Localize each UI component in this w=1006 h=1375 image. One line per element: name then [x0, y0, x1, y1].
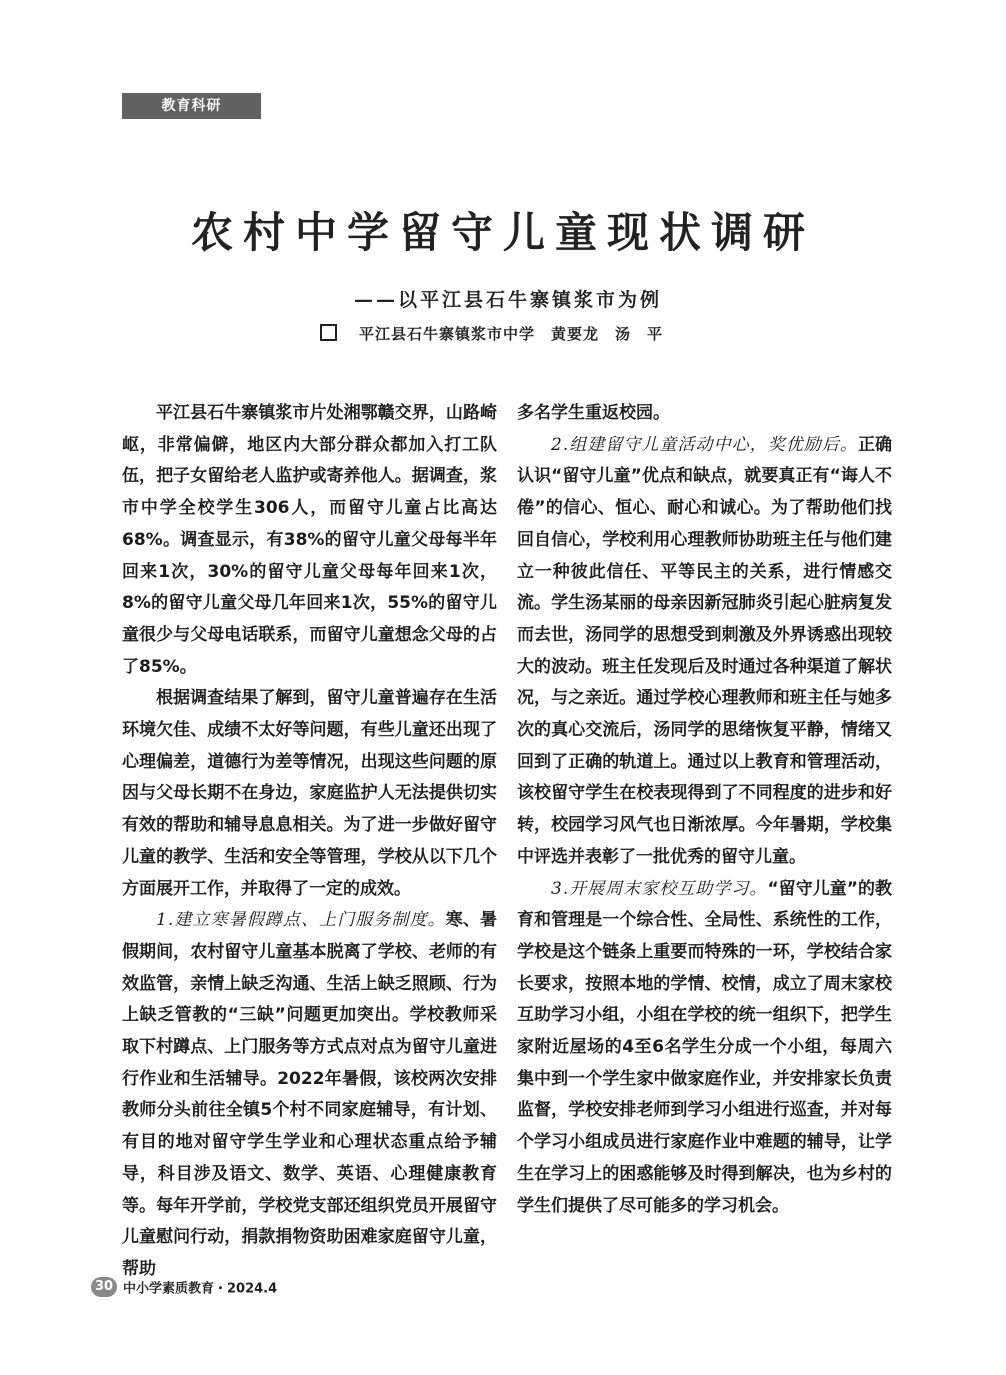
section-paragraph — [517, 874, 892, 1223]
author-name: 汤 平 — [615, 325, 664, 343]
section-paragraph — [122, 905, 497, 1285]
page-number: 30 — [91, 1277, 117, 1297]
author-institution: 平江县石牛寨镇浆市中学 — [359, 325, 536, 343]
paragraph: 平江县石牛寨镇浆市片处湘鄂赣交界，山路崎岖，非常偏僻，地区内大部分群众都加入打工队伍，把子女留给老人监护或寄养他人。据调查，浆市中学全校学生306人，而留守儿童占比高达68%。调查显示，有38%的留守儿童父母每半年回来1次，30%的留守儿童父母每年回来1次，8%的留守儿童父母几年回来1次，55%的留守儿童很少与父母电话联系，而留守儿童想念父母的占了85%。 — [122, 403, 497, 677]
section-heading: 3.开展周末家校互助学习。 — [551, 878, 768, 899]
author-name: 黄要龙 — [551, 325, 600, 343]
section-body: 寒、暑假期间，农村留守儿童基本脱离了学校、老师的有效监管，亲情上缺乏沟通、生活上缺乏照顾、行为上缺乏管教的“三缺”问题更加突出。学校教师采取下村蹲点、上门服务等方式点对点为留守儿童进行作业和生活辅导。2022年暑假，该校两次安排教师分头前往全镇5个村不同家庭辅导，有计划、有目的地对留守学生学业和心理状态重点给予辅导，科目涉及语文、数学、英语、心理健康教育等。每年开学前，学校党支部还组织党员开展留守儿童慰问行动，捐款捐物资助困难家庭留守儿童，帮助 — [122, 910, 497, 1279]
section-heading: 1.建立寒暑假蹲点、上门服务制度。 — [156, 910, 446, 931]
page-footer — [91, 1277, 277, 1297]
article-title: 农村中学留守儿童现状调研 — [190, 208, 815, 257]
paragraph: 根据调查结果了解到，留守儿童普遍存在生活环境欠佳、成绩不太好等问题，有些儿童还出现了心理偏差，道德行为差等情况，出现这些问题的原因与父母长期不在身边，家庭监护人无法提供切实有效的帮助和辅导息息相关。为了进一步做好留守儿童的教学、生活和安全等管理，学校从以下几个方面展开工作，并取得了一定的成效。 — [122, 688, 497, 899]
section-paragraph — [517, 430, 892, 874]
paragraph-continuation: 多名学生重返校园。 — [517, 403, 670, 423]
article-subtitle: ——以平江县石牛寨镇浆市为例 — [353, 289, 662, 311]
left-column — [122, 398, 497, 1286]
right-column — [517, 398, 892, 1222]
byline — [320, 323, 663, 344]
journal-info: 中小学素质教育・2024.4 — [123, 1281, 278, 1297]
section-tag: 教育科研 — [122, 93, 261, 119]
section-heading: 2.组建留守儿童活动中心，奖优励后。 — [551, 434, 858, 455]
section-body: “留守儿童”的教育和管理是一个综合性、全局性、系统性的工作，学校是这个链条上重要而特殊的一环，学校结合家长要求，按照本地的学情、校情，成立了周末家校互助学习小组，小组在学校的统一组织下，把学生家附近屋场的4至6名学生分成一个小组，每周六集中到一个学生家中做家庭作业，并安排家长负责监督，学校安排老师到学习小组进行巡查，并对每个学习小组成员进行家庭作业中难题的辅导，让学生在学习上的困惑能够及时得到解决，也为乡村的学生们提供了尽可能多的学习机会。 — [517, 878, 892, 1216]
square-bullet-icon — [320, 324, 337, 341]
section-body: 正确认识“留守儿童”优点和缺点，就要真正有“诲人不倦”的信心、恒心、耐心和诚心。为了帮助他们找回自信心，学校利用心理教师协助班主任与他们建立一种彼此信任、平等民主的关系，进行情感交流。学生汤某丽的母亲因新冠肺炎引起心脏病复发而去世，汤同学的思想受到刺激及外界诱惑出现较大的波动。班主任发现后及时通过各种渠道了解状况，与之亲近。通过学校心理教师和班主任与她多次的真心交流后，汤同学的思绪恢复平静，情绪又回到了正确的轨道上。通过以上教育和管理活动，该校留守学生在校表现得到了不同程度的进步和好转，校园学习风气也日渐浓厚。今年暑期，学校集中评选并表彰了一批优秀的留守儿童。 — [517, 434, 892, 867]
